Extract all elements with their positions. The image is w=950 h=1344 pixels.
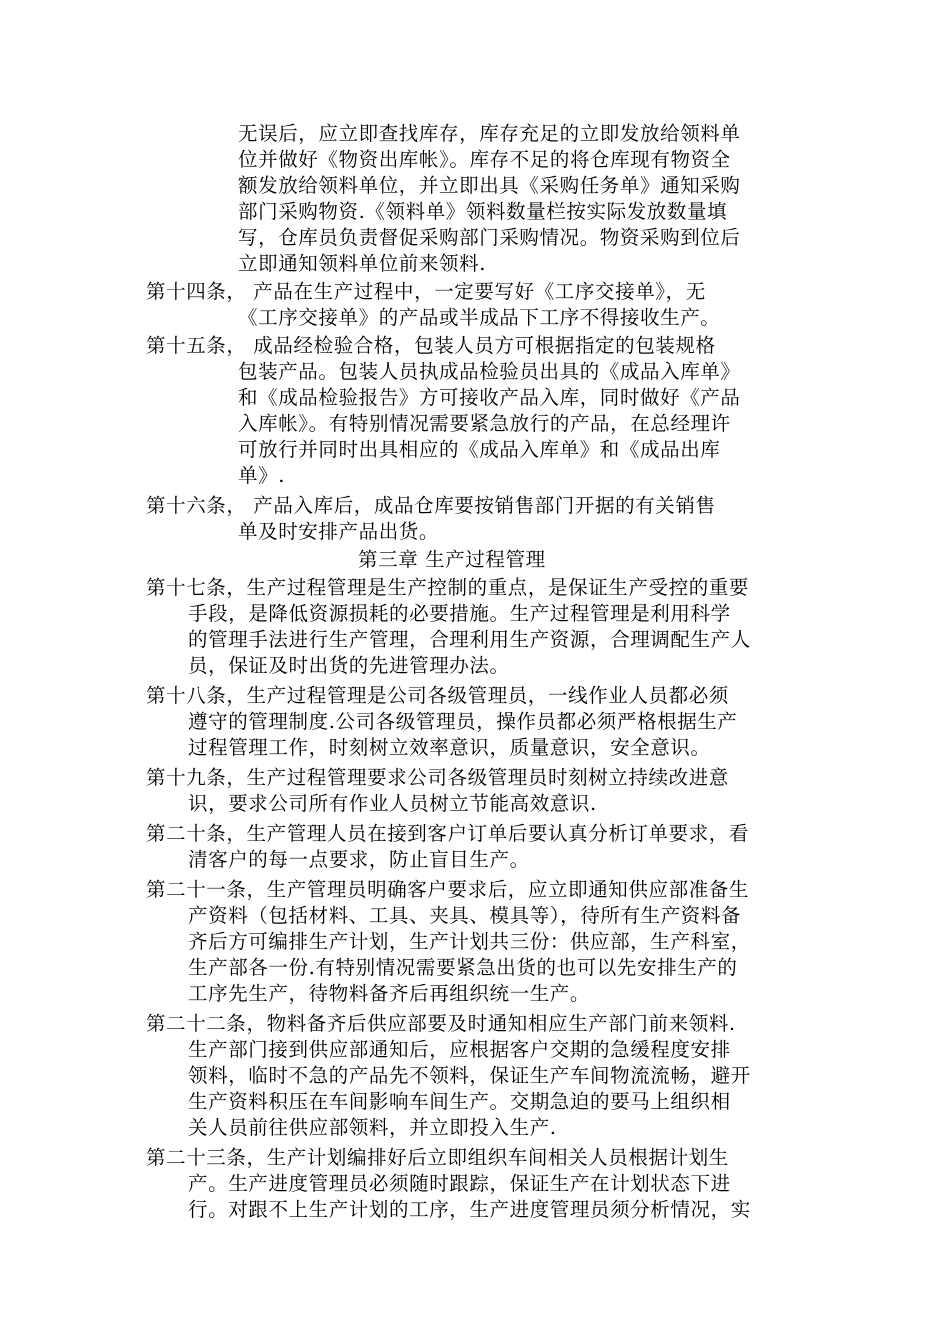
article-17-line: 员，保证及时出货的先进管理办法。 [188,654,510,677]
text-line: 部门采购物资.《领料单》领料数量栏按实际发放数量填 [238,200,728,223]
article-15-line: 入库帐》。有特别情况需要紧急放行的产品，在总经理许 [238,412,731,435]
article-15-line: 第十五条， 成品经检验合格，包装人员方可根据指定的包装规格 [146,334,716,357]
article-20-line: 清客户的每一点要求，防止盲目生产。 [188,848,530,871]
article-14-line: 《工序交接单》的产品或半成品下工序不得接收生产。 [238,306,721,329]
article-22-line: 生产部门接到供应部通知后，应根据客户交期的急缓程度安排 [188,1038,731,1061]
text-line: 立即通知领料单位前来领料. [238,252,486,275]
article-23-line: 第二十三条，生产计划编排好后立即组织车间相关人员根据计划生 [146,1146,729,1169]
text-line: 额发放给领料单位，并立即出具《采购任务单》通知采购 [238,174,741,197]
article-16-line: 单及时安排产品出货。 [238,520,440,543]
article-23-line: 行。对跟不上生产计划的工序，生产进度管理员须分析情况，实 [188,1198,751,1221]
article-21-line: 第二十一条，生产管理员明确客户要求后，应立即通知供应部准备生 [146,878,750,901]
article-23-line: 产。生产进度管理员必须随时跟踪，保证生产在计划状态下进 [188,1172,731,1195]
article-20-line: 第二十条，生产管理人员在接到客户订单后要认真分析订单要求，看 [146,822,750,845]
article-15-line: 单》. [238,464,285,487]
article-21-line: 齐后方可编排生产计划，生产计划共三份：供应部，生产科室， [188,930,751,953]
article-14-line: 第十四条， 产品在生产过程中，一定要写好《工序交接单》，无 [146,280,706,303]
article-21-line: 工序先生产，待物料备齐后再组织统一生产。 [188,982,591,1005]
article-21-line: 产资料（包括材料、工具、夹具、模具等），待所有生产资料备 [188,904,742,927]
article-18-line: 遵守的管理制度.公司各级管理员，操作员都必须严格根据生产 [188,710,738,733]
article-15-line: 包装产品。包装人员执成品检验员出具的《成品入库单》 [238,360,741,383]
article-17-line: 的管理手法进行生产管理，合理利用生产资源，合理调配生产人 [188,628,751,651]
article-19-line: 识，要求公司所有作业人员树立节能高效意识. [188,792,597,815]
article-15-line: 和《成品检验报告》方可接收产品入库，同时做好《产品 [238,386,741,409]
article-21-line: 生产部各一份.有特别情况需要紧急出货的也可以先安排生产的 [188,956,738,979]
article-16-line: 第十六条， 产品入库后，成品仓库要按销售部门开据的有关销售 [146,494,716,517]
article-22-line: 第二十二条，物料备齐后供应部要及时通知相应生产部门前来领料. [146,1012,736,1035]
article-19-line: 第十九条，生产过程管理要求公司各级管理员时刻树立持续改进意 [146,766,729,789]
article-22-line: 领料，临时不急的产品先不领料，保证生产车间物流流畅，避开 [188,1064,751,1087]
article-17-line: 手段，是降低资源损耗的必要措施。生产过程管理是利用科学 [188,602,731,625]
text-line: 无误后，应立即查找库存，库存充足的立即发放给领料单 [238,122,741,145]
text-line: 写，仓库员负责督促采购部门采购情况。物资采购到位后 [238,226,741,249]
article-15-line: 可放行并同时出具相应的《成品入库单》和《成品出库 [238,438,721,461]
article-22-line: 关人员前往供应部领料，并立即投入生产. [188,1116,557,1139]
chapter-title: 第三章 生产过程管理 [358,548,546,571]
article-18-line: 第十八条，生产过程管理是公司各级管理员，一线作业人员都必须 [146,684,729,707]
article-17-line: 第十七条，生产过程管理是生产控制的重点，是保证生产受控的重要 [146,576,750,599]
text-line: 位并做好《物资出库帐》。库存不足的将仓库现有物资全 [238,148,731,171]
article-22-line: 生产资料积压在车间影响车间生产。交期急迫的要马上组织相 [188,1090,731,1113]
article-18-line: 过程管理工作，时刻树立效率意识，质量意识，安全意识。 [188,736,711,759]
